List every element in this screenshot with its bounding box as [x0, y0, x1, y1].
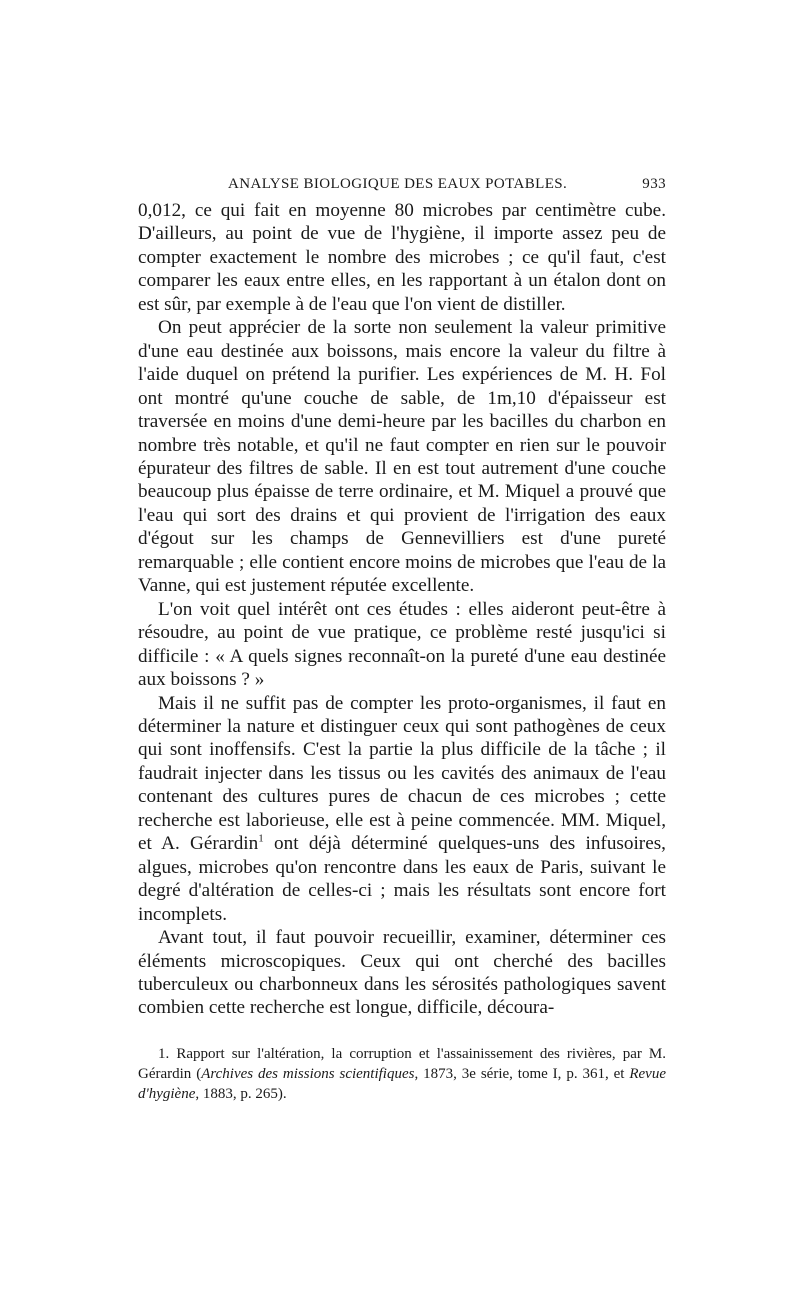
- running-title: ANALYSE BIOLOGIQUE DES EAUX POTABLES.: [228, 176, 568, 192]
- paragraph: Avant tout, il faut pouvoir recueillir, examiner, déterminer ces éléments microscopiques. Ceux qui ont cherché des bacilles tuberculeux ou charbonneux dans les sérosités pathologiques savent combien cette recherche est longue, difficile, découra-: [138, 927, 666, 1019]
- paragraph: On peut apprécier de la sorte non seulement la valeur primitive d'une eau destinée aux boissons, mais encore la valeur du filtre à l'aide duquel on prétend la purifier. Les expériences de M. H. Fol ont montré qu'une couche de sable, de 1m,10 d'épaisseur est traversée en moins d'une demi-heure par les bacilles du charbon en nombre très notable, et qu'il ne faut compter en rien sur le pouvoir épurateur des filtres de sable. Il en est tout autrement d'une couche beaucoup plus épaisse de terre ordinaire, et M. Miquel a prouvé que l'eau qui sort des drains et qui provient de l'irrigation des eaux d'égout sur les champs de Gennevilliers est d'une pureté remarquable ; elle contient encore moins de microbes que l'eau de la Vanne, qui est justement réputée excellente.: [138, 317, 666, 597]
- paragraph-text-part: Mais il ne suffit pas de compter les proto-organismes, il faut en déterminer la nature et distinguer ceux qui sont pathogènes de ceux qui sont inoffensifs. C'est la partie la plus difficile de la tâche ; il faudrait injecter dans les tissus ou les cavités des animaux de l'eau contenant des cultures pures de chacun de ces microbes ; cette recherche est laborieuse, elle est à peine commencée. MM. Miquel, et A. Gérardin: [138, 692, 666, 855]
- footnotes: [138, 1044, 666, 1104]
- footnote-reference[interactable]: 1: [258, 832, 264, 845]
- footnote: [138, 1044, 666, 1104]
- running-header: [138, 176, 666, 193]
- footnote-text: , 1883, p. 265).: [195, 1085, 287, 1102]
- footnote-text: Rapport sur l'altération, la corruption et l'assainissement des rivières, par M. Gérardin (: [138, 1045, 667, 1082]
- footnote-text: , 1873, 3e série, tome I, p. 361, et: [414, 1065, 630, 1082]
- footnote-number: 1.: [158, 1045, 170, 1062]
- body-text: [138, 199, 666, 1020]
- paragraph-text-part: ont déjà déterminé quelques-uns des infusoires, algues, microbes qu'on rencontre dans les eaux de Paris, suivant le degré d'altération de celles-ci ; mais les résultats sont encore fort incomplets.: [138, 833, 666, 925]
- paragraph: 0,012, ce qui fait en moyenne 80 microbes par centimètre cube. D'ailleurs, au point de vue de l'hygiène, il importe assez peu de compter exactement le nombre des microbes ; ce qu'il faut, c'est comparer les eaux entre elles, en les rapportant à un étalon dont on est sûr, par exemple à de l'eau que l'on vient de distiller.: [138, 200, 666, 315]
- footnote-journal-title: Revue d'hygiène: [138, 1065, 666, 1102]
- book-page: [138, 176, 666, 1104]
- page-number: 933: [642, 176, 666, 192]
- paragraph: [138, 692, 666, 927]
- paragraph: L'on voit quel intérêt ont ces études : elles aideront peut-être à résoudre, au point de vue pratique, ce problème resté jusqu'ici si difficile : « A quels signes reconnaît-on la pureté d'une eau destinée aux boissons ? »: [138, 598, 666, 691]
- footnote-journal-title: Archives des missions scientifiques: [201, 1065, 415, 1082]
